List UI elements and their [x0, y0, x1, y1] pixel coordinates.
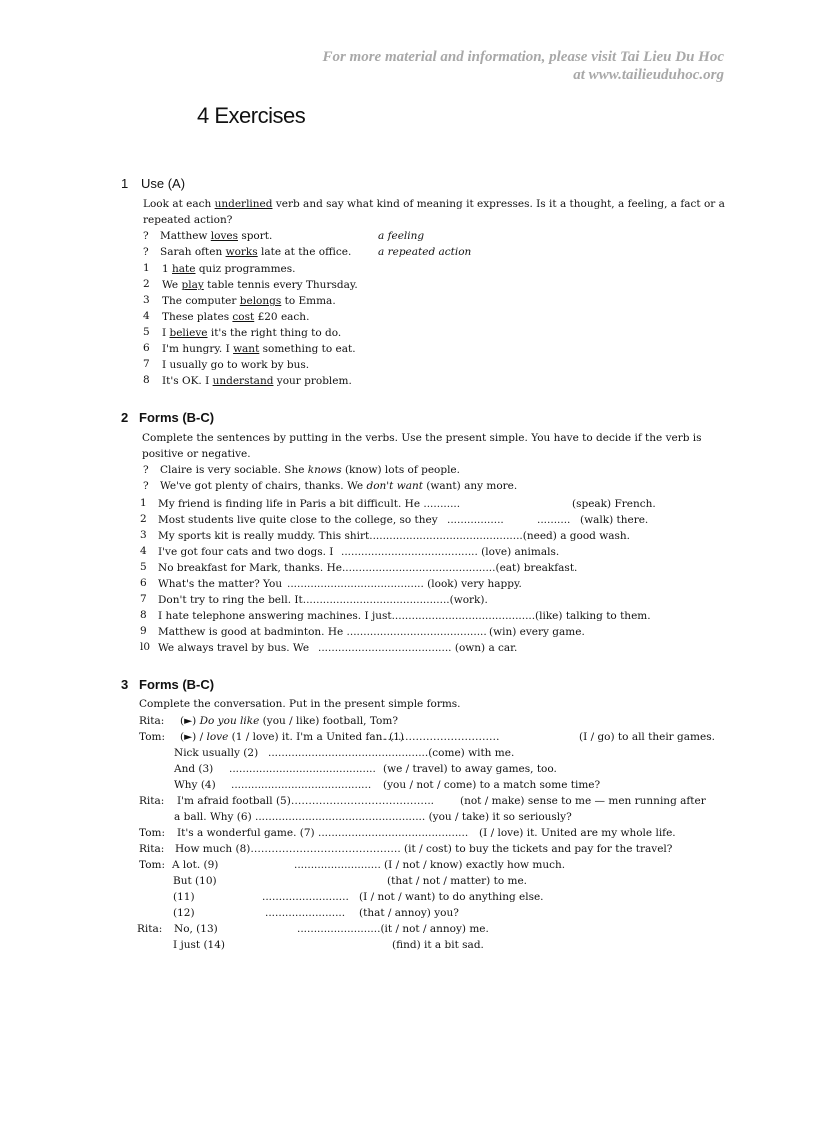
item-number: 6 [143, 342, 150, 354]
text: 1 [162, 263, 173, 275]
dialogue-text [172, 858, 218, 872]
text: £20 each. [254, 311, 310, 323]
section-2-example-2: We've got plenty of chairs, thanks. We don't want (want) any more. [160, 480, 518, 492]
answer-text: a feeling [378, 230, 425, 242]
text: A lot. (9) [172, 859, 219, 871]
underlined-verb: want [233, 343, 260, 355]
dialogue-text [174, 922, 218, 936]
item-text-end: (win) every game. [489, 626, 585, 638]
text: I'm afraid football (5)………………………………….. [177, 795, 435, 807]
item-number: 3 [140, 529, 147, 541]
speaker-label: Tom: [139, 827, 166, 839]
dialogue-text [177, 794, 434, 808]
dialogue-text-end: (we / travel) to away games, too. [383, 763, 557, 775]
text: table tennis every Thursday. [203, 279, 358, 291]
text: But (10) [173, 875, 217, 887]
example-answer [378, 229, 424, 243]
text: your problem. [273, 375, 352, 387]
underlined-verb: belongs [239, 295, 282, 307]
dialogue-text-end: (you / not / come) to a match some time? [383, 779, 601, 791]
dialogue-text-end: (I / love) it. United are my whole life. [479, 827, 676, 839]
item-number: 4 [140, 545, 147, 557]
item-text: I hate telephone answering machines. I just........................................... [158, 610, 536, 622]
dialogue-text-end: (not / make) sense to me — men running after [460, 795, 706, 807]
item-text: We always travel by bus. We [158, 642, 310, 654]
answer-blank: .......................... [262, 891, 349, 903]
text: Sarah often [160, 246, 226, 258]
example-answer [378, 245, 471, 259]
text: How much (8)……………………………………. (it / cost) to buy the tickets and pay for the travel? [175, 843, 673, 855]
section-1-number: 1 [121, 176, 129, 191]
list-item [162, 342, 356, 356]
item-text: Matthew is good at badminton. He .......................................... [158, 626, 487, 638]
text: sport. [237, 230, 273, 242]
example-sentence [160, 229, 272, 243]
dialogue-text-end: (find) it a bit sad. [392, 939, 484, 951]
underlined-verb: understand [212, 375, 274, 387]
item-text-end: (like) talking to them. [535, 610, 651, 622]
item-text: Don't try to ring the bell. It............................................(work). [158, 594, 488, 606]
text: We [162, 279, 182, 291]
list-item [162, 278, 358, 292]
section-2-instructions-2: positive or negative. [142, 448, 251, 460]
section-2-number: 2 [121, 410, 129, 425]
text: (1 / love) it. I'm a United fan. (1) [228, 731, 404, 743]
text: I usually go to work by bus. [162, 359, 310, 371]
item-number: 8 [140, 609, 147, 621]
section-1-instructions-1: Look at each underlined verb and say what kind of meaning it expresses. Is it a thought, a feeling, a fact or a [143, 198, 725, 210]
text: (you / like) football, Tom? [259, 715, 398, 727]
text: It's OK. I [162, 375, 213, 387]
example-answer: Do you like [199, 715, 260, 727]
text: It's a wonderful game. (7) ............................................. [177, 827, 469, 839]
example-marker: ? [143, 230, 149, 242]
text: The computer [162, 295, 240, 307]
text: These plates [162, 311, 233, 323]
page-title: 4 Exercises [197, 103, 306, 128]
item-text-end: ......................................... (look) very happy. [287, 578, 522, 590]
text: quiz programmes. [195, 263, 296, 275]
speaker-label: Rita: [139, 715, 165, 727]
dialogue-text [174, 746, 258, 760]
text: it's the right thing to do. [207, 327, 342, 339]
text: Nick usually (2) [174, 747, 259, 759]
list-item [162, 358, 309, 372]
underlined-verb: cost [232, 311, 255, 323]
answer-blank: ................. [447, 514, 504, 526]
section-1-title: Use (A) [141, 176, 186, 191]
text: late at the office. [257, 246, 352, 258]
dialogue-text [174, 810, 572, 824]
item-number: 1 [140, 497, 147, 509]
dialogue-text-end: (I / not / want) to do anything else. [359, 891, 544, 903]
list-item [162, 294, 336, 308]
example-marker: ? [143, 246, 149, 258]
underlined-verb: works [225, 246, 258, 258]
section-2-instructions-1: Complete the sentences by putting in the verbs. Use the present simple. You have to decide if the verb is [142, 432, 702, 444]
item-number: 2 [140, 513, 147, 525]
item-text-end: (speak) French. [572, 498, 656, 510]
item-text: Most students live quite close to the college, so they [158, 514, 438, 526]
dialogue-text-end: (I / go) to all their games. [579, 731, 715, 743]
text: I [162, 327, 170, 339]
header-line-1: For more material and information, please visit Tai Lieu Du Hoc [322, 49, 724, 65]
item-number: l0 [140, 641, 151, 653]
item-number: 5 [140, 561, 147, 573]
dialogue-text [174, 762, 213, 776]
speaker-label: Tom: [139, 731, 166, 743]
example-sentence [160, 245, 351, 259]
text: something to eat. [259, 343, 356, 355]
item-text: What's the matter? You [158, 578, 283, 590]
list-item [162, 262, 295, 276]
item-text-end: (walk) there. [580, 514, 649, 526]
section-3-instructions: Complete the conversation. Put in the present simple forms. [139, 698, 461, 710]
dialogue-text [173, 890, 195, 904]
underlined-verb: hate [172, 263, 196, 275]
item-number: 7 [143, 358, 150, 370]
item-number: 2 [143, 278, 150, 290]
text: No, (13) [174, 923, 218, 935]
item-text: My friend is finding life in Paris a bit difficult. He ........... [158, 498, 461, 510]
text: (11) [173, 891, 195, 903]
text: I just (14) [173, 939, 226, 951]
speaker-label: Tom: [139, 859, 166, 871]
underlined-verb: loves [210, 230, 238, 242]
answer-text: a repeated action [378, 246, 472, 258]
item-number: 6 [140, 577, 147, 589]
item-number: 1 [143, 262, 150, 274]
answer-blank: .......................................... [231, 779, 372, 791]
item-text: I've got four cats and two dogs. I [158, 546, 334, 558]
text: (12) [173, 907, 195, 919]
section-3-number: 3 [121, 677, 129, 692]
answer-blank: ........................ [265, 907, 346, 919]
text: a ball. Why (6) ................................................... (you / take) it so seriously? [174, 811, 572, 823]
speaker-label: Rita: [139, 795, 165, 807]
dialogue-text [173, 874, 217, 888]
underlined-verb: play [181, 279, 204, 291]
dialogue-text [175, 842, 672, 856]
text: I'm hungry. I [162, 343, 234, 355]
item-text: No breakfast for Mark, thanks. He..............................................(eat) breakfast. [158, 562, 578, 574]
section-2-example-1-marker: ? [143, 464, 149, 476]
section-2-title: Forms (B-C) [139, 410, 215, 425]
item-number: 4 [143, 310, 150, 322]
speaker-label: Rita: [137, 923, 163, 935]
underlined-verb: believe [169, 327, 208, 339]
item-text-end: ........................................ (own) a car. [318, 642, 518, 654]
text: And (3) [174, 763, 214, 775]
item-text: My sports kit is really muddy. This shirt..............................................(need) a good wash. [158, 530, 630, 542]
answer-blank: …………………………… [384, 731, 500, 743]
section-2-example-2-marker: ? [143, 480, 149, 492]
dialogue-text-end: (that / annoy) you? [359, 907, 459, 919]
text: Matthew [160, 230, 211, 242]
item-number: 5 [143, 326, 150, 338]
item-number: 8 [143, 374, 150, 386]
list-item [162, 326, 341, 340]
dialogue-text [173, 938, 225, 952]
item-number: 9 [140, 625, 147, 637]
dialogue-text [180, 714, 398, 728]
answer-blank: ................................................(come) with me. [268, 747, 515, 759]
dialogue-text [173, 906, 195, 920]
item-number: 3 [143, 294, 150, 306]
text: (►) / [180, 731, 207, 743]
speaker-label: Rita: [139, 843, 165, 855]
dialogue-text-end: (that / not / matter) to me. [387, 875, 527, 887]
text: to Emma. [281, 295, 336, 307]
list-item [162, 374, 352, 388]
section-2-example-1: Claire is very sociable. She knows (know) lots of people. [160, 464, 460, 476]
item-number: 7 [140, 593, 147, 605]
dialogue-text-end: (I / not / know) exactly how much. [384, 859, 566, 871]
item-text-end: ......................................... (love) animals. [341, 546, 560, 558]
text: (►) [180, 715, 200, 727]
answer-blank: .........................(it / not / annoy) me. [297, 923, 489, 935]
text: Why (4) [174, 779, 216, 791]
header-line-2: at www.tailieuduhoc.org [573, 67, 724, 83]
section-3-title: Forms (B-C) [139, 677, 215, 692]
dialogue-text [177, 826, 468, 840]
dialogue-text [174, 778, 216, 792]
list-item [162, 310, 309, 324]
example-answer: love [206, 731, 229, 743]
answer-blank: .......... [537, 514, 571, 526]
dialogue-text [180, 730, 404, 744]
answer-blank: ............................................ [229, 763, 376, 775]
section-1-instructions-2: repeated action? [143, 214, 233, 226]
answer-blank: .......................... [294, 859, 381, 871]
